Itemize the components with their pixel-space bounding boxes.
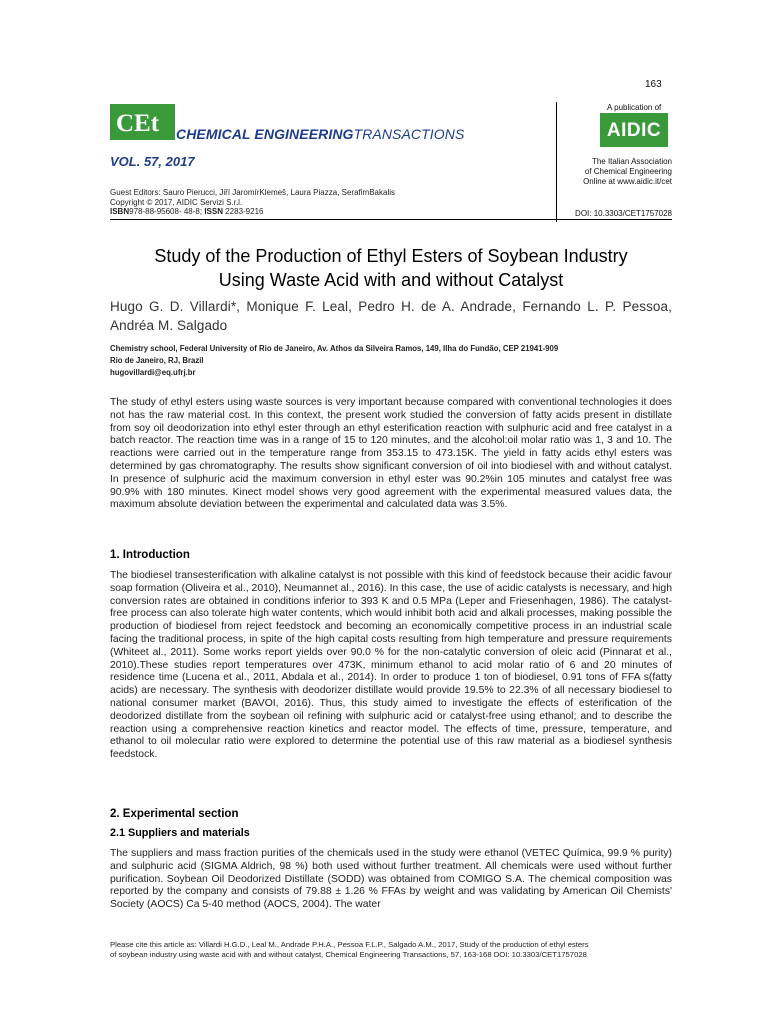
journal-name-bold: CHEMICAL ENGINEERING — [176, 126, 354, 142]
isbn-label: ISBN — [110, 207, 130, 217]
association-line-2: of Chemical Engineering — [584, 167, 672, 176]
doi-label: DOI: 10.3303/CET1757028 — [575, 209, 672, 218]
isbn-value: 978-88-95608- 48-8; — [129, 207, 203, 217]
section-1-text: The biodiesel transesterification with alkaline catalyst is not possible with this kind of feedstock because their acidic favour soap formation (Oliveira et al., 2010), Neumannet al., 2016). In this case, the use of acidic catalysts is necessary, and high conversion rates are obtained in conditions inferior to 393 K and 0.5 MPa (Leper and Friesenhagen, 1986). The catalyst-free process can also tolerate high water contents, which would inhibit both acid and alkali processes, making possible the production of biodiesel from reject feedstock and becoming an economically competitive process in an industrial scale facing the traditional process, in spite of the high capital costs resulting from high temperature and pressure requirements (Whiteet al., 2011). Some works report yields over 90.0 % for the non-catalytic conversion of oleic acid (Pinnarat et al., 2010).These studies report temperatures over 473K, minimum ethanol to acid molar ratio of 6 and 20 minutes of residence time (Lucena et al., 2011, Abdala et al., 2014). In order to produce 1 ton of biodiesel, 0.91 tons of FFA s(fatty acids) are necessary. The synthesis with deodorizer distillate would provide 19.5% to 22.3% of all necessary biodiesel to national consumer market (BAVOI, 2016). Thus, this study aimed to investigate the effects of esterification of the deodorized distillate from the soybean oil refining with sulphuric acid or catalyst-free using ethanol; and to describe the reaction using a comprehensive reaction kinetics and reactor model. The effects of time, pressure, temperature, and ethanol to oil molecular ratio were explored to determine the potential use of this raw material as a biodiesel synthesis feedstock. — [110, 570, 672, 761]
association-line-1: The Italian Association — [591, 157, 672, 166]
journal-name-normal: TRANSACTIONS — [353, 126, 465, 142]
aidic-logo-text: AIDIC — [606, 120, 662, 141]
section-1-heading: 1. Introduction — [110, 549, 190, 561]
title-line-2: Using Waste Acid with and without Catalyst — [218, 270, 564, 290]
article-title — [110, 244, 672, 292]
section-2-1-heading: 2.1 Suppliers and materials — [110, 827, 250, 839]
section-2-1-text: The suppliers and mass fraction purities of the chemicals used in the study were ethanol (VETEC Química, 99.9 % purity) and sulphuric acid (SIGMA Aldrich, 98 %) both used without further treatment. All chemicals were used without further purification. Soybean Oil Deodorized Distillate (SODD) was obtained from COMIGO S.A. The chemical composition was reported by the company and consists of 79.88 ± 1.26 % FFAs by weight and was validating by American Oil Chemists' Society (AOCS) Ca 5-40 method (AOCS, 2004). The water — [110, 848, 672, 911]
header-divider-vertical — [556, 102, 557, 222]
affiliation-line-2: Rio de Janeiro, RJ, Brazil — [110, 356, 204, 366]
aidic-logo — [600, 113, 668, 147]
journal-name — [176, 126, 464, 142]
authors: Hugo G. D. Villardi*, Monique F. Leal, Pedro H. de A. Andrade, Fernando L. P. Pessoa, Andréa M. Salgado — [110, 299, 672, 333]
affiliation-line-1: Chemistry school, Federal University of Rio de Janeiro, Av. Athos da Silveira Ramos, 149, Ilha do Fundão, CEP 21941-909 — [110, 344, 559, 353]
issn-value: 2283-9216 — [225, 207, 264, 217]
abstract: The study of ethyl esters using waste sources is very important because compared with conventional technologies it does not has the raw material cost. In this context, the present work studied the conversion of fatty acids present in distillate from soy oil deodorization into ethyl ester through an ethyl esterification reaction with sulphuric acid and free catalyst in a batch reactor. The reaction time was in a range of 15 to 120 minutes, and the alcohol:oil molar ratio was 1, 3 and 10. The reactions were carried out in the temperature range from 353.15 to 473.15K. The yield in fatty acids ethyl esters was determined by gas chromatography. The results show significant conversion of oil into biodiesel with and without catalyst. In presence of sulphuric acid the maximum conversion in ethyl ester was 90.2%in 105 minutes and catalyst free was 90.9% with 180 minutes. Kinect model shows very good agreement with the experimental measured values data, the maximum absolute deviation between the experimental and calculated data was 3.5%. — [110, 397, 672, 511]
affiliation-email: hugovillardi@eq.ufrj.br — [110, 368, 196, 378]
publication-of-label: A publication of — [607, 103, 662, 112]
citation-footer — [110, 940, 672, 961]
isbn-issn — [110, 207, 395, 217]
page-number: 163 — [645, 79, 662, 90]
cet-logo-text: CEt — [116, 110, 160, 137]
cet-logo — [110, 104, 175, 140]
volume-label: VOL. 57, 2017 — [110, 154, 195, 169]
affiliation — [110, 343, 672, 380]
header-divider-horizontal — [110, 219, 672, 220]
issn-label: ISSN — [204, 207, 223, 217]
section-2-heading: 2. Experimental section — [110, 808, 239, 820]
association-line-3: Online at www.aidic.it/cet — [583, 177, 672, 186]
title-line-1: Study of the Production of Ethyl Esters of Soybean Industry — [154, 246, 628, 266]
citation-line-1: Please cite this article as: Villardi H.G.D., Leal M., Andrade P.H.A., Pessoa F.L.P., Salgado A.M., 2017, Study of the production of ethyl esters — [110, 940, 589, 949]
association-info — [560, 157, 672, 187]
copyright: Copyright © 2017, AIDIC Servizi S.r.l. — [110, 197, 243, 207]
guest-editors: Guest Editors: Sauro Pierucci, Jiří JaromírKlemeš, Laura Piazza, SerafimBakalis — [110, 188, 395, 197]
citation-line-2: of soybean industry using waste acid with and without catalyst, Chemical Engineering Transactions, 57, 163-168 DOI: 10.3303/CET1757028 — [110, 950, 587, 960]
editors-block — [110, 188, 395, 217]
